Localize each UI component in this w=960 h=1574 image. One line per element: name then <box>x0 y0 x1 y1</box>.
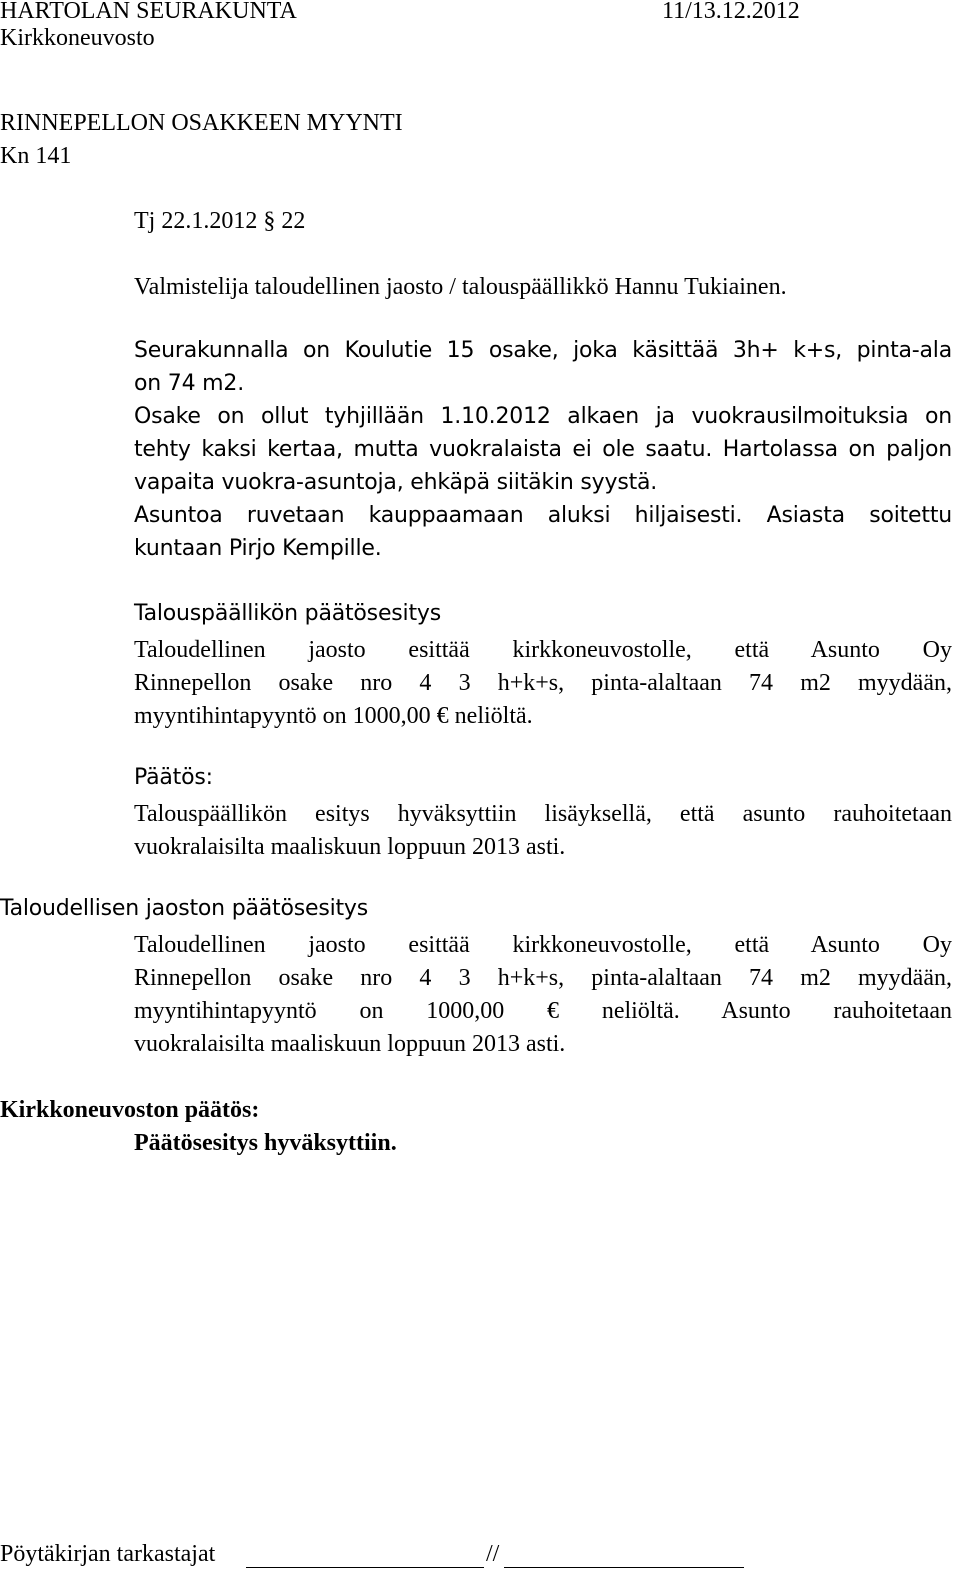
background-line: Osake on ollut tyhjillään 1.10.2012 alkaen ja vuokrausilmoituksia on <box>134 404 952 429</box>
decision-line: vuokralaisilta maaliskuun loppuun 2013 asti. <box>134 834 566 860</box>
committee-proposal-line: myyntihintapyyntö on 1000,00 € neliöltä. Asunto rauhoitetaan <box>134 998 952 1024</box>
background-line: on 74 m2. <box>134 371 245 396</box>
item-title: RINNEPELLON OSAKKEEN MYYNTI <box>0 110 403 136</box>
document-number: 11/13.12.2012 <box>662 0 800 24</box>
proposal-line: Rinnepellon osake nro 4 3 h+k+s, pinta-alaltaan 74 m2 myydään, <box>134 670 952 696</box>
signature-separator: // <box>486 1541 500 1567</box>
background-line: kuntaan Pirjo Kempille. <box>134 536 382 561</box>
background-line: tehty kaksi kertaa, mutta vuokralaista ei ole saatu. Hartolassa on paljon <box>134 437 952 462</box>
minutes-checkers-label: Pöytäkirjan tarkastajat <box>0 1541 216 1567</box>
committee-proposal-heading: Taloudellisen jaoston päätösesitys <box>0 896 368 921</box>
proposal-heading: Talouspäällikön päätösesitys <box>134 601 441 626</box>
signature-line-2 <box>504 1567 744 1568</box>
organization-name: HARTOLAN SEURAKUNTA <box>0 0 297 24</box>
background-line: Seurakunnalla on Koulutie 15 osake, joka käsittää 3h+ k+s, pinta-ala <box>134 338 952 363</box>
proposal-line: Taloudellinen jaosto esittää kirkkoneuvostolle, että Asunto Oy <box>134 637 952 663</box>
item-number: Kn 141 <box>0 143 72 169</box>
board-decision-heading: Kirkkoneuvoston päätös: <box>0 1097 260 1123</box>
preparer-line: Valmistelija taloudellinen jaosto / talouspäällikkö Hannu Tukiainen. <box>134 274 787 300</box>
background-text <box>134 338 952 363</box>
body-name: Kirkkoneuvosto <box>0 25 155 51</box>
background-line: Asuntoa ruvetaan kauppaamaan aluksi hiljaisesti. Asiasta soitettu <box>134 503 952 528</box>
signature-line-1 <box>246 1567 484 1568</box>
decision-heading: Päätös: <box>134 765 213 790</box>
board-decision-text: Päätösesitys hyväksyttiin. <box>134 1130 397 1156</box>
decision-line: Talouspäällikön esitys hyväksyttiin lisäyksellä, että asunto rauhoitetaan <box>134 801 952 827</box>
committee-proposal-line: Taloudellinen jaosto esittää kirkkoneuvostolle, että Asunto Oy <box>134 932 952 958</box>
proposal-line: myyntihintapyyntö on 1000,00 € neliöltä. <box>134 703 533 729</box>
background-line: vapaita vuokra-asuntoja, ehkäpä siitäkin syystä. <box>134 470 658 495</box>
committee-proposal-line: Rinnepellon osake nro 4 3 h+k+s, pinta-alaltaan 74 m2 myydään, <box>134 965 952 991</box>
section-reference: Tj 22.1.2012 § 22 <box>134 208 306 234</box>
committee-proposal-line: vuokralaisilta maaliskuun loppuun 2013 asti. <box>134 1031 566 1057</box>
